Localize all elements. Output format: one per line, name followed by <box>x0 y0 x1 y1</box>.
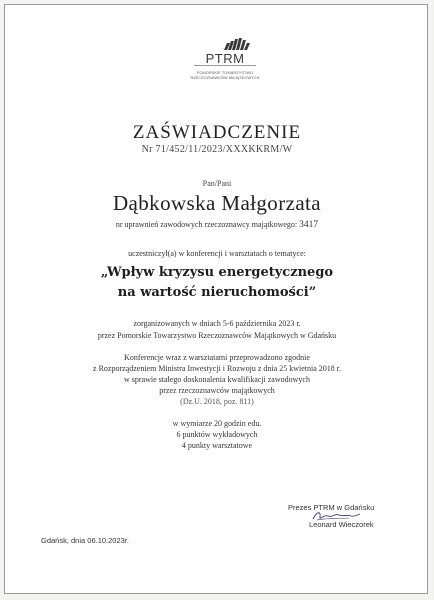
participation-text: uczestniczył(a) w konferencji i warsztatach o tematyce: <box>128 249 306 258</box>
ptrm-logo-subtitle <box>180 71 270 80</box>
organized-line-1: zorganizowanych w dniach 5-6 października 2023 r. <box>133 319 301 328</box>
topic-line-1: „Wpływ kryzysu energetycznego <box>100 265 334 280</box>
conference-line-1: Konferencje wraz z warsztatami przeprowadzono zgodnie <box>124 353 310 362</box>
organized-line-2: przez Pomorskie Towarzystwo Rzeczoznawców Majątkowych w Gdańsku <box>97 331 337 340</box>
license-number: 3417 <box>299 220 319 230</box>
ptrm-logo-icon <box>180 37 270 69</box>
education-hours: w wymiarze 20 godzin edu. <box>172 419 262 428</box>
legal-reference: (Dz.U. 2018, poz. 811) <box>180 397 254 406</box>
recipient-name: Dąbkowska Małgorzata <box>112 191 321 215</box>
logo-subtitle-line1: POMORSKIE TOWARZYSTWO <box>196 71 254 75</box>
lecture-points: 6 punktów wykładowych <box>176 430 258 439</box>
ptrm-logo-text: PTRM <box>205 51 245 66</box>
conference-line-2: z Rozporządzeniem Ministra Inwestycji i Rozwoju z dnia 25 kwietnia 2018 r. <box>93 364 341 373</box>
certificate-title: ZAŚWIADCZENIE <box>132 122 302 143</box>
certificate-page <box>4 4 428 594</box>
conference-line-3: w sprawie stałego doskonalenia kwalifikacji zawodowych <box>124 375 310 384</box>
place-and-date: Gdańsk, dnia 06.10.2023r. <box>41 536 129 545</box>
license-line <box>5 220 429 230</box>
salutation: Pan/Pani <box>202 179 232 188</box>
logo-subtitle-line2: RZECZOZNAWCÓW MAJĄTKOWYCH <box>190 75 260 80</box>
conference-line-4: przez rzeczoznawców majątkowych <box>159 386 275 395</box>
workshop-points: 4 punkty warsztatowe <box>181 441 253 450</box>
certificate-number: Nr 71/452/11/2023/XXXKKRM/W <box>141 144 293 155</box>
signatory-title: Prezes PTRM w Gdańsku <box>288 503 375 512</box>
ptrm-logo <box>180 37 270 85</box>
topic-line-2: na wartość nieruchomości” <box>117 285 317 300</box>
license-label: nr uprawnień zawodowych rzeczoznawcy majątkowego: <box>115 220 298 229</box>
signatory-name: Leonard Wieczorek <box>309 520 374 529</box>
